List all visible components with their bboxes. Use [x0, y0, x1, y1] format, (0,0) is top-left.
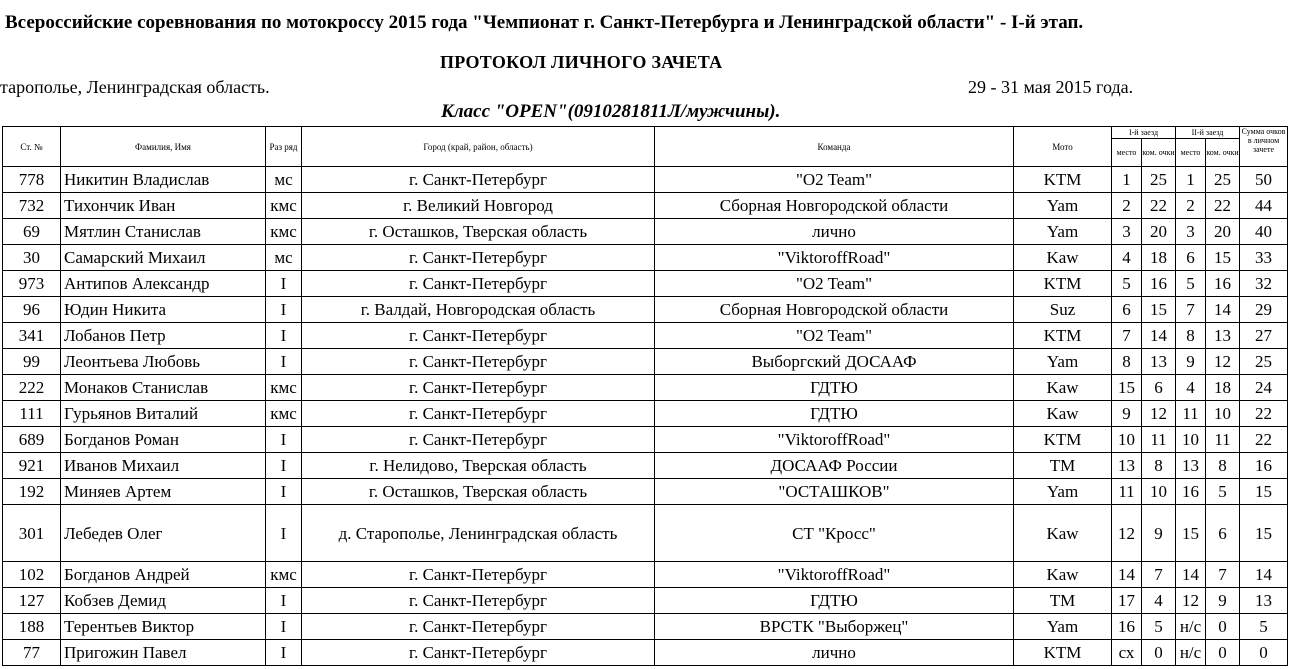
cell-team: лично — [655, 219, 1014, 245]
cell-race-1-points: 13 — [1142, 349, 1176, 375]
cell-race-2-points: 22 — [1206, 193, 1240, 219]
cell-name: Леонтьева Любовь — [61, 349, 266, 375]
cell-rank: мс — [266, 167, 302, 193]
cell-race-2-points: 10 — [1206, 401, 1240, 427]
cell-number: 222 — [3, 375, 61, 401]
cell-city: г. Санкт-Петербург — [302, 245, 655, 271]
header-race-2: II-й заезд — [1176, 127, 1240, 139]
table-row — [3, 479, 1288, 505]
results-table — [2, 126, 1288, 666]
cell-city: г. Санкт-Петербург — [302, 375, 655, 401]
table-row — [3, 614, 1288, 640]
table-row — [3, 245, 1288, 271]
header-race-1-points: ком. очки — [1142, 139, 1176, 167]
cell-moto: KTM — [1014, 271, 1112, 297]
cell-number: 301 — [3, 505, 61, 562]
cell-city: г. Великий Новгород — [302, 193, 655, 219]
cell-race-2-points: 8 — [1206, 453, 1240, 479]
cell-moto: Kaw — [1014, 401, 1112, 427]
cell-race-2-place: 14 — [1176, 562, 1206, 588]
cell-total: 15 — [1240, 505, 1288, 562]
cell-moto: Kaw — [1014, 375, 1112, 401]
cell-race-1-points: 12 — [1142, 401, 1176, 427]
cell-race-2-place: 11 — [1176, 401, 1206, 427]
cell-number: 973 — [3, 271, 61, 297]
cell-team: Сборная Новгородской области — [655, 297, 1014, 323]
cell-race-1-points: 25 — [1142, 167, 1176, 193]
table-row — [3, 193, 1288, 219]
cell-name: Богданов Роман — [61, 427, 266, 453]
cell-race-2-place: 3 — [1176, 219, 1206, 245]
header-number: Ст. № — [3, 127, 61, 167]
cell-number: 77 — [3, 640, 61, 666]
cell-total: 5 — [1240, 614, 1288, 640]
cell-city: г. Санкт-Петербург — [302, 562, 655, 588]
header-race-1-place: место — [1112, 139, 1142, 167]
table-row — [3, 219, 1288, 245]
cell-moto: TM — [1014, 453, 1112, 479]
cell-moto: Kaw — [1014, 562, 1112, 588]
cell-total: 0 — [1240, 640, 1288, 666]
cell-number: 921 — [3, 453, 61, 479]
table-row — [3, 375, 1288, 401]
cell-name: Миняев Артем — [61, 479, 266, 505]
cell-number: 732 — [3, 193, 61, 219]
header-race-2-place: место — [1176, 139, 1206, 167]
cell-race-1-points: 20 — [1142, 219, 1176, 245]
cell-race-1-place: 14 — [1112, 562, 1142, 588]
cell-moto: Yam — [1014, 219, 1112, 245]
cell-rank: кмс — [266, 219, 302, 245]
cell-total: 22 — [1240, 427, 1288, 453]
protocol-title: ПРОТОКОЛ ЛИЧНОГО ЗАЧЕТА — [440, 52, 723, 72]
cell-race-2-place: 4 — [1176, 375, 1206, 401]
cell-race-2-place: 13 — [1176, 453, 1206, 479]
cell-race-1-place: сх — [1112, 640, 1142, 666]
cell-rank: I — [266, 640, 302, 666]
table-row — [3, 271, 1288, 297]
cell-race-1-place: 11 — [1112, 479, 1142, 505]
cell-number: 99 — [3, 349, 61, 375]
cell-race-1-points: 16 — [1142, 271, 1176, 297]
cell-moto: KTM — [1014, 167, 1112, 193]
cell-race-2-points: 15 — [1206, 245, 1240, 271]
cell-total: 33 — [1240, 245, 1288, 271]
cell-team: "ViktoroffRoad" — [655, 245, 1014, 271]
cell-moto: Yam — [1014, 193, 1112, 219]
cell-rank: I — [266, 349, 302, 375]
cell-number: 111 — [3, 401, 61, 427]
cell-race-2-points: 9 — [1206, 588, 1240, 614]
cell-race-1-points: 11 — [1142, 427, 1176, 453]
header-rank: Раз ряд — [266, 127, 302, 167]
cell-race-1-points: 22 — [1142, 193, 1176, 219]
table-row — [3, 297, 1288, 323]
header-race-1: I-й заезд — [1112, 127, 1176, 139]
cell-race-1-points: 8 — [1142, 453, 1176, 479]
cell-rank: I — [266, 323, 302, 349]
cell-race-2-place: 2 — [1176, 193, 1206, 219]
cell-name: Мятлин Станислав — [61, 219, 266, 245]
header-city: Город (край, район, область) — [302, 127, 655, 167]
cell-race-1-points: 14 — [1142, 323, 1176, 349]
venue: тарополье, Ленинградская область. — [0, 77, 270, 97]
cell-city: г. Санкт-Петербург — [302, 640, 655, 666]
cell-moto: Yam — [1014, 479, 1112, 505]
cell-rank: мс — [266, 245, 302, 271]
cell-rank: I — [266, 614, 302, 640]
cell-race-1-place: 16 — [1112, 614, 1142, 640]
cell-name: Кобзев Демид — [61, 588, 266, 614]
cell-name: Антипов Александр — [61, 271, 266, 297]
cell-name: Самарский Михаил — [61, 245, 266, 271]
cell-team: "ViktoroffRoad" — [655, 427, 1014, 453]
cell-race-1-place: 8 — [1112, 349, 1142, 375]
cell-city: г. Санкт-Петербург — [302, 167, 655, 193]
cell-number: 69 — [3, 219, 61, 245]
cell-total: 29 — [1240, 297, 1288, 323]
cell-name: Юдин Никита — [61, 297, 266, 323]
cell-team: "O2 Team" — [655, 271, 1014, 297]
cell-number: 96 — [3, 297, 61, 323]
cell-team: "ОСТАШКОВ" — [655, 479, 1014, 505]
cell-race-2-points: 0 — [1206, 614, 1240, 640]
cell-race-1-place: 1 — [1112, 167, 1142, 193]
table-row — [3, 588, 1288, 614]
cell-city: г. Санкт-Петербург — [302, 349, 655, 375]
cell-race-1-points: 5 — [1142, 614, 1176, 640]
cell-race-2-place: 9 — [1176, 349, 1206, 375]
cell-race-1-points: 7 — [1142, 562, 1176, 588]
cell-team: Сборная Новгородской области — [655, 193, 1014, 219]
cell-race-1-place: 2 — [1112, 193, 1142, 219]
cell-race-1-points: 15 — [1142, 297, 1176, 323]
cell-race-2-place: 7 — [1176, 297, 1206, 323]
cell-number: 102 — [3, 562, 61, 588]
cell-total: 15 — [1240, 479, 1288, 505]
document-title: Всероссийские соревнования по мотокроссу 2015 года "Чемпионат г. Санкт-Петербурга и Ленинградской области" - I-й этап. — [5, 12, 1084, 33]
cell-race-2-place: 10 — [1176, 427, 1206, 453]
cell-total: 50 — [1240, 167, 1288, 193]
cell-team: ВРСТК "Выборжец" — [655, 614, 1014, 640]
cell-rank: кмс — [266, 401, 302, 427]
cell-city: г. Осташков, Тверская область — [302, 479, 655, 505]
cell-race-1-place: 5 — [1112, 271, 1142, 297]
cell-team: "ViktoroffRoad" — [655, 562, 1014, 588]
cell-number: 30 — [3, 245, 61, 271]
cell-total: 27 — [1240, 323, 1288, 349]
cell-race-2-place: н/с — [1176, 640, 1206, 666]
cell-total: 24 — [1240, 375, 1288, 401]
cell-city: г. Санкт-Петербург — [302, 614, 655, 640]
cell-race-2-place: 1 — [1176, 167, 1206, 193]
table-row — [3, 453, 1288, 479]
cell-race-1-place: 12 — [1112, 505, 1142, 562]
header-total: Сумма очков в личном зачете — [1240, 127, 1288, 167]
cell-team: ГДТЮ — [655, 401, 1014, 427]
cell-name: Монаков Станислав — [61, 375, 266, 401]
cell-city: г. Санкт-Петербург — [302, 271, 655, 297]
cell-team: Выборгский ДОСААФ — [655, 349, 1014, 375]
cell-moto: Kaw — [1014, 505, 1112, 562]
cell-race-1-place: 9 — [1112, 401, 1142, 427]
cell-race-1-place: 7 — [1112, 323, 1142, 349]
cell-race-2-place: 16 — [1176, 479, 1206, 505]
cell-total: 40 — [1240, 219, 1288, 245]
cell-team: лично — [655, 640, 1014, 666]
cell-rank: кмс — [266, 193, 302, 219]
cell-rank: I — [266, 453, 302, 479]
cell-rank: кмс — [266, 375, 302, 401]
header-moto: Мото — [1014, 127, 1112, 167]
cell-race-2-points: 5 — [1206, 479, 1240, 505]
table-row — [3, 505, 1288, 562]
cell-race-2-place: 15 — [1176, 505, 1206, 562]
cell-name: Терентьев Виктор — [61, 614, 266, 640]
cell-race-1-points: 18 — [1142, 245, 1176, 271]
event-dates: 29 - 31 мая 2015 года. — [968, 77, 1134, 97]
cell-name: Лебедев Олег — [61, 505, 266, 562]
cell-race-1-points: 0 — [1142, 640, 1176, 666]
cell-race-1-points: 6 — [1142, 375, 1176, 401]
cell-race-2-points: 12 — [1206, 349, 1240, 375]
cell-race-2-points: 0 — [1206, 640, 1240, 666]
cell-race-2-place: н/с — [1176, 614, 1206, 640]
cell-moto: KTM — [1014, 427, 1112, 453]
table-row — [3, 401, 1288, 427]
header-team: Команда — [655, 127, 1014, 167]
cell-name: Богданов Андрей — [61, 562, 266, 588]
cell-city: г. Санкт-Петербург — [302, 401, 655, 427]
cell-number: 192 — [3, 479, 61, 505]
cell-team: ГДТЮ — [655, 375, 1014, 401]
cell-rank: I — [266, 427, 302, 453]
cell-race-1-place: 17 — [1112, 588, 1142, 614]
cell-race-2-place: 5 — [1176, 271, 1206, 297]
cell-total: 25 — [1240, 349, 1288, 375]
cell-name: Лобанов Петр — [61, 323, 266, 349]
cell-total: 32 — [1240, 271, 1288, 297]
cell-race-1-place: 6 — [1112, 297, 1142, 323]
cell-number: 689 — [3, 427, 61, 453]
cell-race-2-points: 14 — [1206, 297, 1240, 323]
cell-team: СТ "Кросс" — [655, 505, 1014, 562]
cell-rank: I — [266, 297, 302, 323]
cell-team: "O2 Team" — [655, 167, 1014, 193]
cell-moto: Suz — [1014, 297, 1112, 323]
cell-city: г. Санкт-Петербург — [302, 427, 655, 453]
cell-race-2-points: 11 — [1206, 427, 1240, 453]
cell-rank: I — [266, 588, 302, 614]
cell-name: Иванов Михаил — [61, 453, 266, 479]
cell-race-1-place: 13 — [1112, 453, 1142, 479]
cell-race-1-place: 10 — [1112, 427, 1142, 453]
cell-total: 44 — [1240, 193, 1288, 219]
cell-race-2-points: 6 — [1206, 505, 1240, 562]
cell-moto: Kaw — [1014, 245, 1112, 271]
cell-race-1-points: 4 — [1142, 588, 1176, 614]
table-row — [3, 640, 1288, 666]
cell-race-2-points: 7 — [1206, 562, 1240, 588]
cell-race-2-points: 25 — [1206, 167, 1240, 193]
cell-name: Гурьянов Виталий — [61, 401, 266, 427]
cell-rank: I — [266, 271, 302, 297]
cell-moto: KTM — [1014, 640, 1112, 666]
header-race-2-points: ком. очки — [1206, 139, 1240, 167]
cell-number: 341 — [3, 323, 61, 349]
cell-team: ДОСААФ России — [655, 453, 1014, 479]
cell-race-1-place: 4 — [1112, 245, 1142, 271]
cell-race-1-points: 9 — [1142, 505, 1176, 562]
cell-total: 16 — [1240, 453, 1288, 479]
cell-name: Тихончик Иван — [61, 193, 266, 219]
cell-race-2-points: 16 — [1206, 271, 1240, 297]
table-row — [3, 562, 1288, 588]
cell-rank: кмс — [266, 562, 302, 588]
cell-race-2-points: 13 — [1206, 323, 1240, 349]
cell-team: ГДТЮ — [655, 588, 1014, 614]
cell-race-1-place: 3 — [1112, 219, 1142, 245]
table-row — [3, 427, 1288, 453]
cell-rank: I — [266, 479, 302, 505]
cell-city: д. Старополье, Ленинградская область — [302, 505, 655, 562]
header-name: Фамилия, Имя — [61, 127, 266, 167]
cell-race-2-place: 6 — [1176, 245, 1206, 271]
table-row — [3, 349, 1288, 375]
cell-moto: Yam — [1014, 614, 1112, 640]
cell-moto: Yam — [1014, 349, 1112, 375]
cell-race-2-place: 8 — [1176, 323, 1206, 349]
cell-city: г. Санкт-Петербург — [302, 323, 655, 349]
cell-total: 22 — [1240, 401, 1288, 427]
cell-total: 13 — [1240, 588, 1288, 614]
table-header — [3, 127, 1288, 167]
cell-number: 778 — [3, 167, 61, 193]
table-row — [3, 323, 1288, 349]
cell-moto: KTM — [1014, 323, 1112, 349]
cell-city: г. Валдай, Новгородская область — [302, 297, 655, 323]
table-row — [3, 167, 1288, 193]
cell-race-1-points: 10 — [1142, 479, 1176, 505]
cell-team: "O2 Team" — [655, 323, 1014, 349]
cell-race-2-points: 18 — [1206, 375, 1240, 401]
cell-number: 127 — [3, 588, 61, 614]
cell-moto: TM — [1014, 588, 1112, 614]
cell-rank: I — [266, 505, 302, 562]
cell-race-2-points: 20 — [1206, 219, 1240, 245]
cell-total: 14 — [1240, 562, 1288, 588]
class-title: Класс "OPEN"(0910281811Л/мужчины). — [441, 101, 781, 122]
cell-race-1-place: 15 — [1112, 375, 1142, 401]
cell-name: Никитин Владислав — [61, 167, 266, 193]
cell-race-2-place: 12 — [1176, 588, 1206, 614]
cell-city: г. Санкт-Петербург — [302, 588, 655, 614]
cell-city: г. Нелидово, Тверская область — [302, 453, 655, 479]
cell-number: 188 — [3, 614, 61, 640]
table-body — [3, 167, 1288, 666]
cell-city: г. Осташков, Тверская область — [302, 219, 655, 245]
cell-name: Пригожин Павел — [61, 640, 266, 666]
